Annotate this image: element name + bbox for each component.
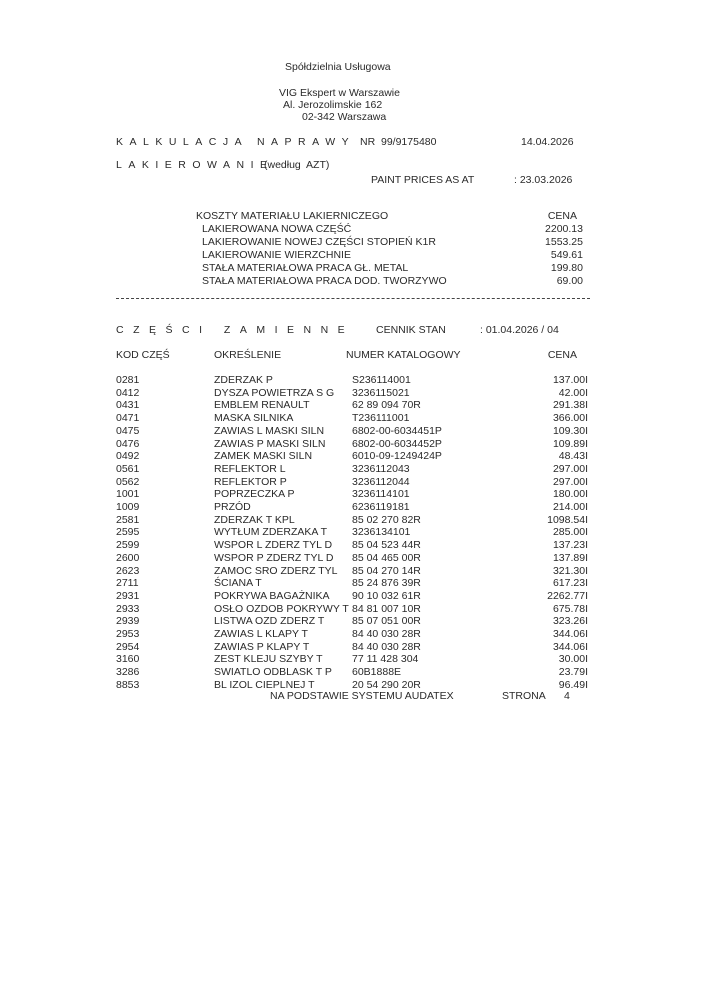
footer-source: NA PODSTAWIE SYSTEMU AUDATEX [270, 690, 454, 702]
calculation-number: NR 99/9175480 [360, 136, 437, 148]
part-description: ZEST KLEJU SZYBY T [214, 653, 323, 666]
part-description: ZDERZAK P [214, 374, 273, 386]
part-code: 0476 [116, 437, 140, 450]
table-row [0, 628, 707, 641]
part-price: 137.23I [552, 539, 588, 552]
part-catalog-number: 85 24 876 39R [352, 577, 421, 590]
part-description: BL IZOL CIEPLNEJ T [214, 678, 315, 691]
part-code: 2954 [116, 640, 140, 653]
paint-item-name: STAŁA MATERIAŁOWA PRACA GŁ. METAL [202, 262, 409, 274]
table-row [0, 476, 707, 489]
part-code: 2953 [116, 628, 140, 640]
part-code: 2599 [116, 539, 140, 552]
part-price: 109.89I [552, 437, 588, 450]
part-catalog-number: 77 11 428 304 [352, 653, 419, 666]
part-description: EMBLEM RENAULT [214, 399, 310, 412]
part-price: 30.00I [558, 653, 588, 666]
table-row [0, 539, 707, 552]
part-description: PRZÓD [214, 501, 251, 513]
part-catalog-number: 3236112043 [352, 462, 410, 475]
part-price: 137.00I [552, 374, 588, 386]
part-description: ZAWIAS P MASKI SILN [214, 437, 326, 450]
part-price: 214.00I [552, 501, 588, 513]
table-row [0, 438, 707, 451]
part-code: 2711 [116, 577, 139, 590]
part-description: ZAWIAS L MASKI SILN [214, 424, 325, 437]
part-description: ZAWIAS P KLAPY T [214, 640, 310, 653]
part-catalog-number: 85 02 270 82R [352, 513, 421, 526]
part-price: 180.00I [552, 488, 588, 501]
part-description: WYTŁUM ZDERZAKA T [214, 526, 327, 539]
part-price: 321.30I [552, 564, 588, 577]
part-description: POPRZECZKA P [214, 488, 295, 501]
table-row [0, 425, 707, 438]
paint-item-price: 549.61 [550, 249, 583, 261]
paint-item-name: STAŁA MATERIAŁOWA PRACA DOD. TWORZYWO [202, 275, 447, 287]
part-price: 109.30I [552, 424, 588, 437]
table-row [0, 412, 707, 425]
part-price: 96.49I [558, 678, 588, 691]
column-header-code: KOD CZĘŚ [116, 349, 170, 361]
table-row [0, 590, 707, 603]
part-price: 137.89I [552, 551, 588, 564]
part-code: 0562 [116, 475, 140, 488]
footer-page-label: STRONA [502, 690, 546, 702]
part-description: ZAMEK MASKI SILN [214, 450, 313, 463]
part-catalog-number: 84 40 030 28R [352, 640, 421, 653]
part-catalog-number: 3236114101 [352, 488, 410, 501]
column-header-price: CENA [547, 349, 577, 361]
part-catalog-number: 85 04 523 44R [352, 539, 421, 552]
part-code: 2623 [116, 564, 140, 577]
part-description: WSPOR L ZDERZ TYL D [214, 539, 333, 552]
paint-item-price: 199.80 [550, 262, 583, 274]
part-description: DYSZA POWIETRZA S G [214, 386, 335, 399]
part-description: ŚCIANA T [214, 577, 262, 590]
paint-item-price: 1553.25 [545, 236, 583, 248]
part-catalog-number: 6236119181 [352, 501, 410, 513]
part-code: 2933 [116, 602, 140, 615]
part-catalog-number: 3236115021 [352, 386, 410, 399]
paint-prices-date: : 23.03.2026 [514, 174, 573, 186]
company-name: Spółdzielnia Usługowa [285, 61, 391, 73]
part-catalog-number: S236114001 [352, 374, 411, 386]
parts-label: CZĘŚCI ZAMIENNE [116, 324, 355, 336]
part-catalog-number: 60B1888E [352, 666, 402, 679]
company-street: Al. Jerozolimskie 162 [283, 99, 383, 111]
part-description: WSPOR P ZDERZ TYL D [214, 551, 334, 564]
paint-price-header: CENA [547, 210, 577, 222]
part-catalog-number: 6802-00-6034452P [352, 437, 442, 450]
paint-item-name: LAKIEROWANIE NOWEJ CZĘŚCI STOPIEŃ K1R [202, 236, 436, 248]
part-catalog-number: 85 04 465 00R [352, 551, 421, 564]
part-price: 23.79I [558, 666, 588, 679]
part-catalog-number: 84 40 030 28R [352, 628, 421, 640]
part-price: 344.06I [552, 628, 588, 640]
part-catalog-number: 3236134101 [352, 526, 411, 539]
calculation-date: 14.04.2026 [521, 136, 574, 148]
part-price: 42.00I [558, 386, 588, 399]
painting-method: (według AZT) [264, 159, 330, 171]
table-row [0, 488, 707, 501]
part-code: 2600 [116, 551, 140, 564]
dashed-divider [116, 298, 590, 299]
part-code: 1001 [116, 488, 140, 501]
table-row [0, 501, 707, 514]
part-description: ZAMOC SRO ZDERZ TYL [214, 564, 338, 577]
painting-label: LAKIEROWANIE [116, 159, 274, 171]
part-code: 0281 [116, 374, 140, 386]
part-code: 2931 [116, 589, 140, 602]
table-row [0, 387, 707, 400]
part-code: 1009 [116, 501, 140, 513]
table-row [0, 615, 707, 628]
part-price: 285.00I [552, 526, 588, 539]
part-description: POKRYWA BAGAŻNIKA [214, 589, 330, 602]
calculation-label: KALKULACJA NAPRAWY [116, 136, 356, 148]
part-price: 344.06I [552, 640, 588, 653]
part-code: 3286 [116, 666, 140, 679]
column-header-catalog: NUMER KATALOGOWY [346, 349, 461, 361]
part-code: 3160 [116, 653, 140, 666]
table-row [0, 565, 707, 578]
part-catalog-number: 6802-00-6034451P [352, 424, 442, 437]
part-description: ZDERZAK T KPL [214, 513, 295, 526]
part-catalog-number: 6010-09-1249424P [352, 450, 442, 463]
part-description: REFLEKTOR L [214, 462, 286, 475]
table-row [0, 450, 707, 463]
paint-item-price: 69.00 [556, 275, 583, 287]
table-row [0, 463, 707, 476]
price-list-value: : 01.04.2026 / 04 [480, 324, 559, 336]
part-code: 2581 [116, 513, 140, 526]
footer-page-number: 4 [564, 690, 570, 702]
table-row [0, 641, 707, 654]
column-header-description: OKREŚLENIE [214, 349, 282, 361]
part-catalog-number: 90 10 032 61R [352, 589, 421, 602]
part-description: LISTWA OZD ZDERZ T [214, 615, 325, 628]
part-price: 1098.54I [547, 513, 588, 526]
part-price: 617.23I [552, 577, 588, 590]
part-catalog-number: 85 07 051 00R [352, 615, 421, 628]
paint-item-price: 2200.13 [545, 223, 583, 235]
part-code: 0431 [116, 399, 140, 412]
part-catalog-number: 3236112044 [352, 475, 410, 488]
company-branch: VIG Ekspert w Warszawie [279, 87, 400, 99]
part-catalog-number: 20 54 290 20R [352, 678, 421, 691]
part-description: ZAWIAS L KLAPY T [214, 628, 308, 640]
table-row [0, 577, 707, 590]
part-code: 2595 [116, 526, 140, 539]
table-row [0, 399, 707, 412]
part-catalog-number: 85 04 270 14R [352, 564, 421, 577]
paint-prices-label: PAINT PRICES AS AT [371, 174, 475, 186]
part-code: 8853 [116, 678, 140, 691]
table-row [0, 552, 707, 565]
part-price: 675.78I [552, 602, 588, 615]
part-code: 0561 [116, 462, 140, 475]
part-description: MASKA SILNIKA [214, 412, 294, 425]
table-row [0, 653, 707, 666]
table-row [0, 514, 707, 527]
part-catalog-number: 62 89 094 70R [352, 399, 421, 412]
part-description: REFLEKTOR P [214, 475, 287, 488]
table-row [0, 526, 707, 539]
part-price: 323.26I [552, 615, 588, 628]
part-code: 0471 [116, 412, 140, 425]
paint-item-name: LAKIEROWANA NOWA CZĘŚĆ [202, 223, 352, 235]
table-row [0, 603, 707, 616]
paint-costs-title: KOSZTY MATERIAŁU LAKIERNICZEGO [196, 210, 389, 222]
table-row [0, 374, 707, 387]
part-code: 0475 [116, 424, 140, 437]
part-price: 297.00I [552, 475, 588, 488]
table-row [0, 666, 707, 679]
part-catalog-number: 84 81 007 10R [352, 602, 421, 615]
paint-item-name: LAKIEROWANIE WIERZCHNIE [202, 249, 351, 261]
part-catalog-number: T236111001 [352, 412, 410, 425]
part-price: 2262.77I [547, 589, 588, 602]
part-price: 366.00I [552, 412, 588, 425]
company-city: 02-342 Warszawa [302, 111, 387, 123]
part-price: 291.38I [552, 399, 588, 412]
price-list-label: CENNIK STAN [376, 324, 446, 336]
part-price: 48.43I [558, 450, 588, 463]
part-price: 297.00I [552, 462, 588, 475]
part-code: 0412 [116, 386, 140, 399]
part-description: SWIATLO ODBLASK T P [214, 666, 332, 679]
part-description: OSŁO OZDOB POKRYWY T [214, 602, 349, 615]
part-code: 2939 [116, 615, 140, 628]
part-code: 0492 [116, 450, 140, 463]
